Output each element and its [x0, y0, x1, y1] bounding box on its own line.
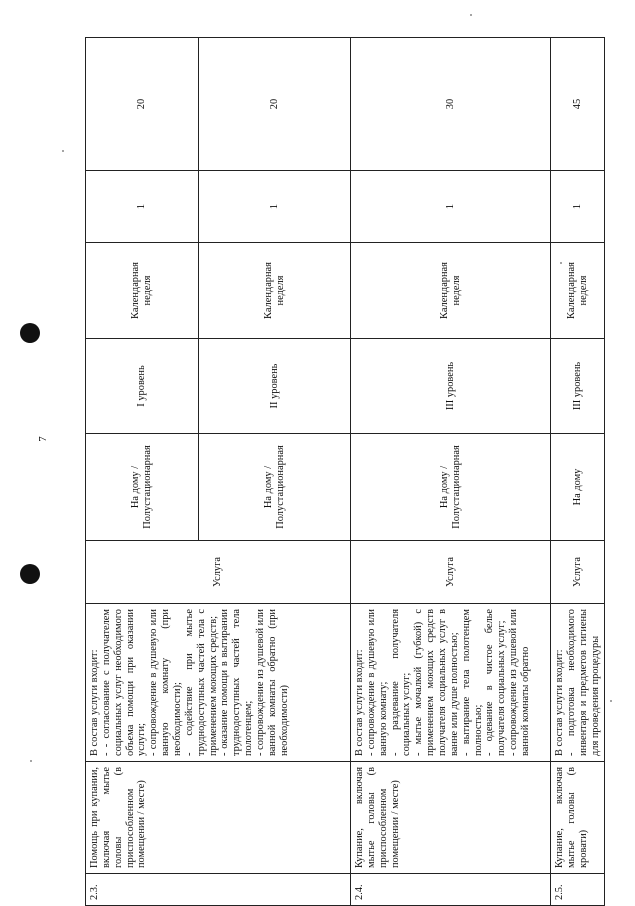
- service-form: На дому / Полустационарная: [351, 434, 551, 541]
- service-category: Услуга: [351, 541, 551, 604]
- desc-line: - вытирание тела полотенцем полностью;: [460, 609, 484, 756]
- service-category: Услуга: [551, 541, 605, 604]
- desc-line: - сопровождение из душевой или ванной комнаты обратно: [508, 609, 532, 756]
- page-number: 7: [36, 436, 49, 442]
- services-table: [85, 37, 605, 906]
- service-period: Календарная неделя: [86, 243, 199, 339]
- scan-speck: [62, 150, 64, 152]
- desc-line: - подготовка необходимого инвентаря и предметов гигиены для проведения процедуры: [565, 609, 601, 756]
- service-level: II уровень: [199, 339, 351, 434]
- service-level: III уровень: [351, 339, 551, 434]
- service-qty: 1: [351, 171, 551, 243]
- service-description: [351, 604, 551, 762]
- service-form: На дому: [551, 434, 605, 541]
- service-time: 20: [86, 38, 199, 171]
- desc-line: - - согласование с получателем социальных услуг необходимого объема помощи при оказании услуги;: [100, 609, 148, 756]
- table-row: [86, 38, 199, 906]
- service-category: Услуга: [86, 541, 351, 604]
- service-period: Календарная неделя: [351, 243, 551, 339]
- punch-hole-bottom: [20, 564, 40, 584]
- service-qty: 1: [551, 171, 605, 243]
- service-level: I уровень: [86, 339, 199, 434]
- service-form: На дому / Полустационарная: [199, 434, 351, 541]
- desc-line: - сопровождение в душевую или ванную комнату (при необходимости);: [148, 609, 184, 756]
- desc-line: - раздевание получателя социальных услуг;: [389, 609, 413, 756]
- scan-speck: [470, 14, 472, 16]
- desc-line: - сопровождение в душевую или ванную комнату;: [365, 609, 389, 756]
- service-period: Календарная неделя: [551, 243, 605, 339]
- service-time: 30: [351, 38, 551, 171]
- scan-speck: [30, 760, 32, 762]
- service-name: Купание, включая мытье головы (в приспособленном помещении / месте): [351, 762, 551, 874]
- punch-hole-top: [20, 323, 40, 343]
- service-time: 20: [199, 38, 351, 171]
- service-level: III уровень: [551, 339, 605, 434]
- desc-line: - одевание в чистое белье получателя социальных услуг;: [484, 609, 508, 756]
- service-qty: 1: [199, 171, 351, 243]
- desc-line: - оказание помощи в вытирании труднодоступных частей тела полотенцем;: [219, 609, 255, 756]
- row-number: 2.4.: [351, 874, 551, 906]
- rotated-table-container: [85, 38, 601, 906]
- service-name: Купание, включая мытье головы (в кровати): [551, 762, 605, 874]
- service-period: Календарная неделя: [199, 243, 351, 339]
- desc-line: - сопровождение из душевой или ванной комнаты обратно (при необходимости): [255, 609, 290, 756]
- desc-line: В состав услуги входит:: [554, 649, 565, 756]
- service-form: На дому / Полустационарная: [86, 434, 199, 541]
- table-row: [351, 38, 551, 906]
- desc-line: В состав услуги входит:: [89, 649, 100, 756]
- service-time: 45: [551, 38, 605, 171]
- scan-speck: [610, 700, 612, 702]
- row-number: 2.5.: [551, 874, 605, 906]
- table-row: [551, 38, 605, 906]
- desc-line: В состав услуги входит:: [354, 649, 365, 756]
- service-description: [86, 604, 351, 762]
- desc-line: - мытье мочалкой (губкой) с применением моющих средств получателя социальных услуг в ванне или душе полностью;: [413, 609, 460, 756]
- service-description: [551, 604, 605, 762]
- row-number: 2.3.: [86, 874, 351, 906]
- service-name: Помощь при купании, включая мытье головы (в приспособленном помещении / месте): [86, 762, 351, 874]
- service-qty: 1: [86, 171, 199, 243]
- desc-line: - содействие при мытье труднодоступных частей тела с применением моющих средств;: [183, 609, 219, 756]
